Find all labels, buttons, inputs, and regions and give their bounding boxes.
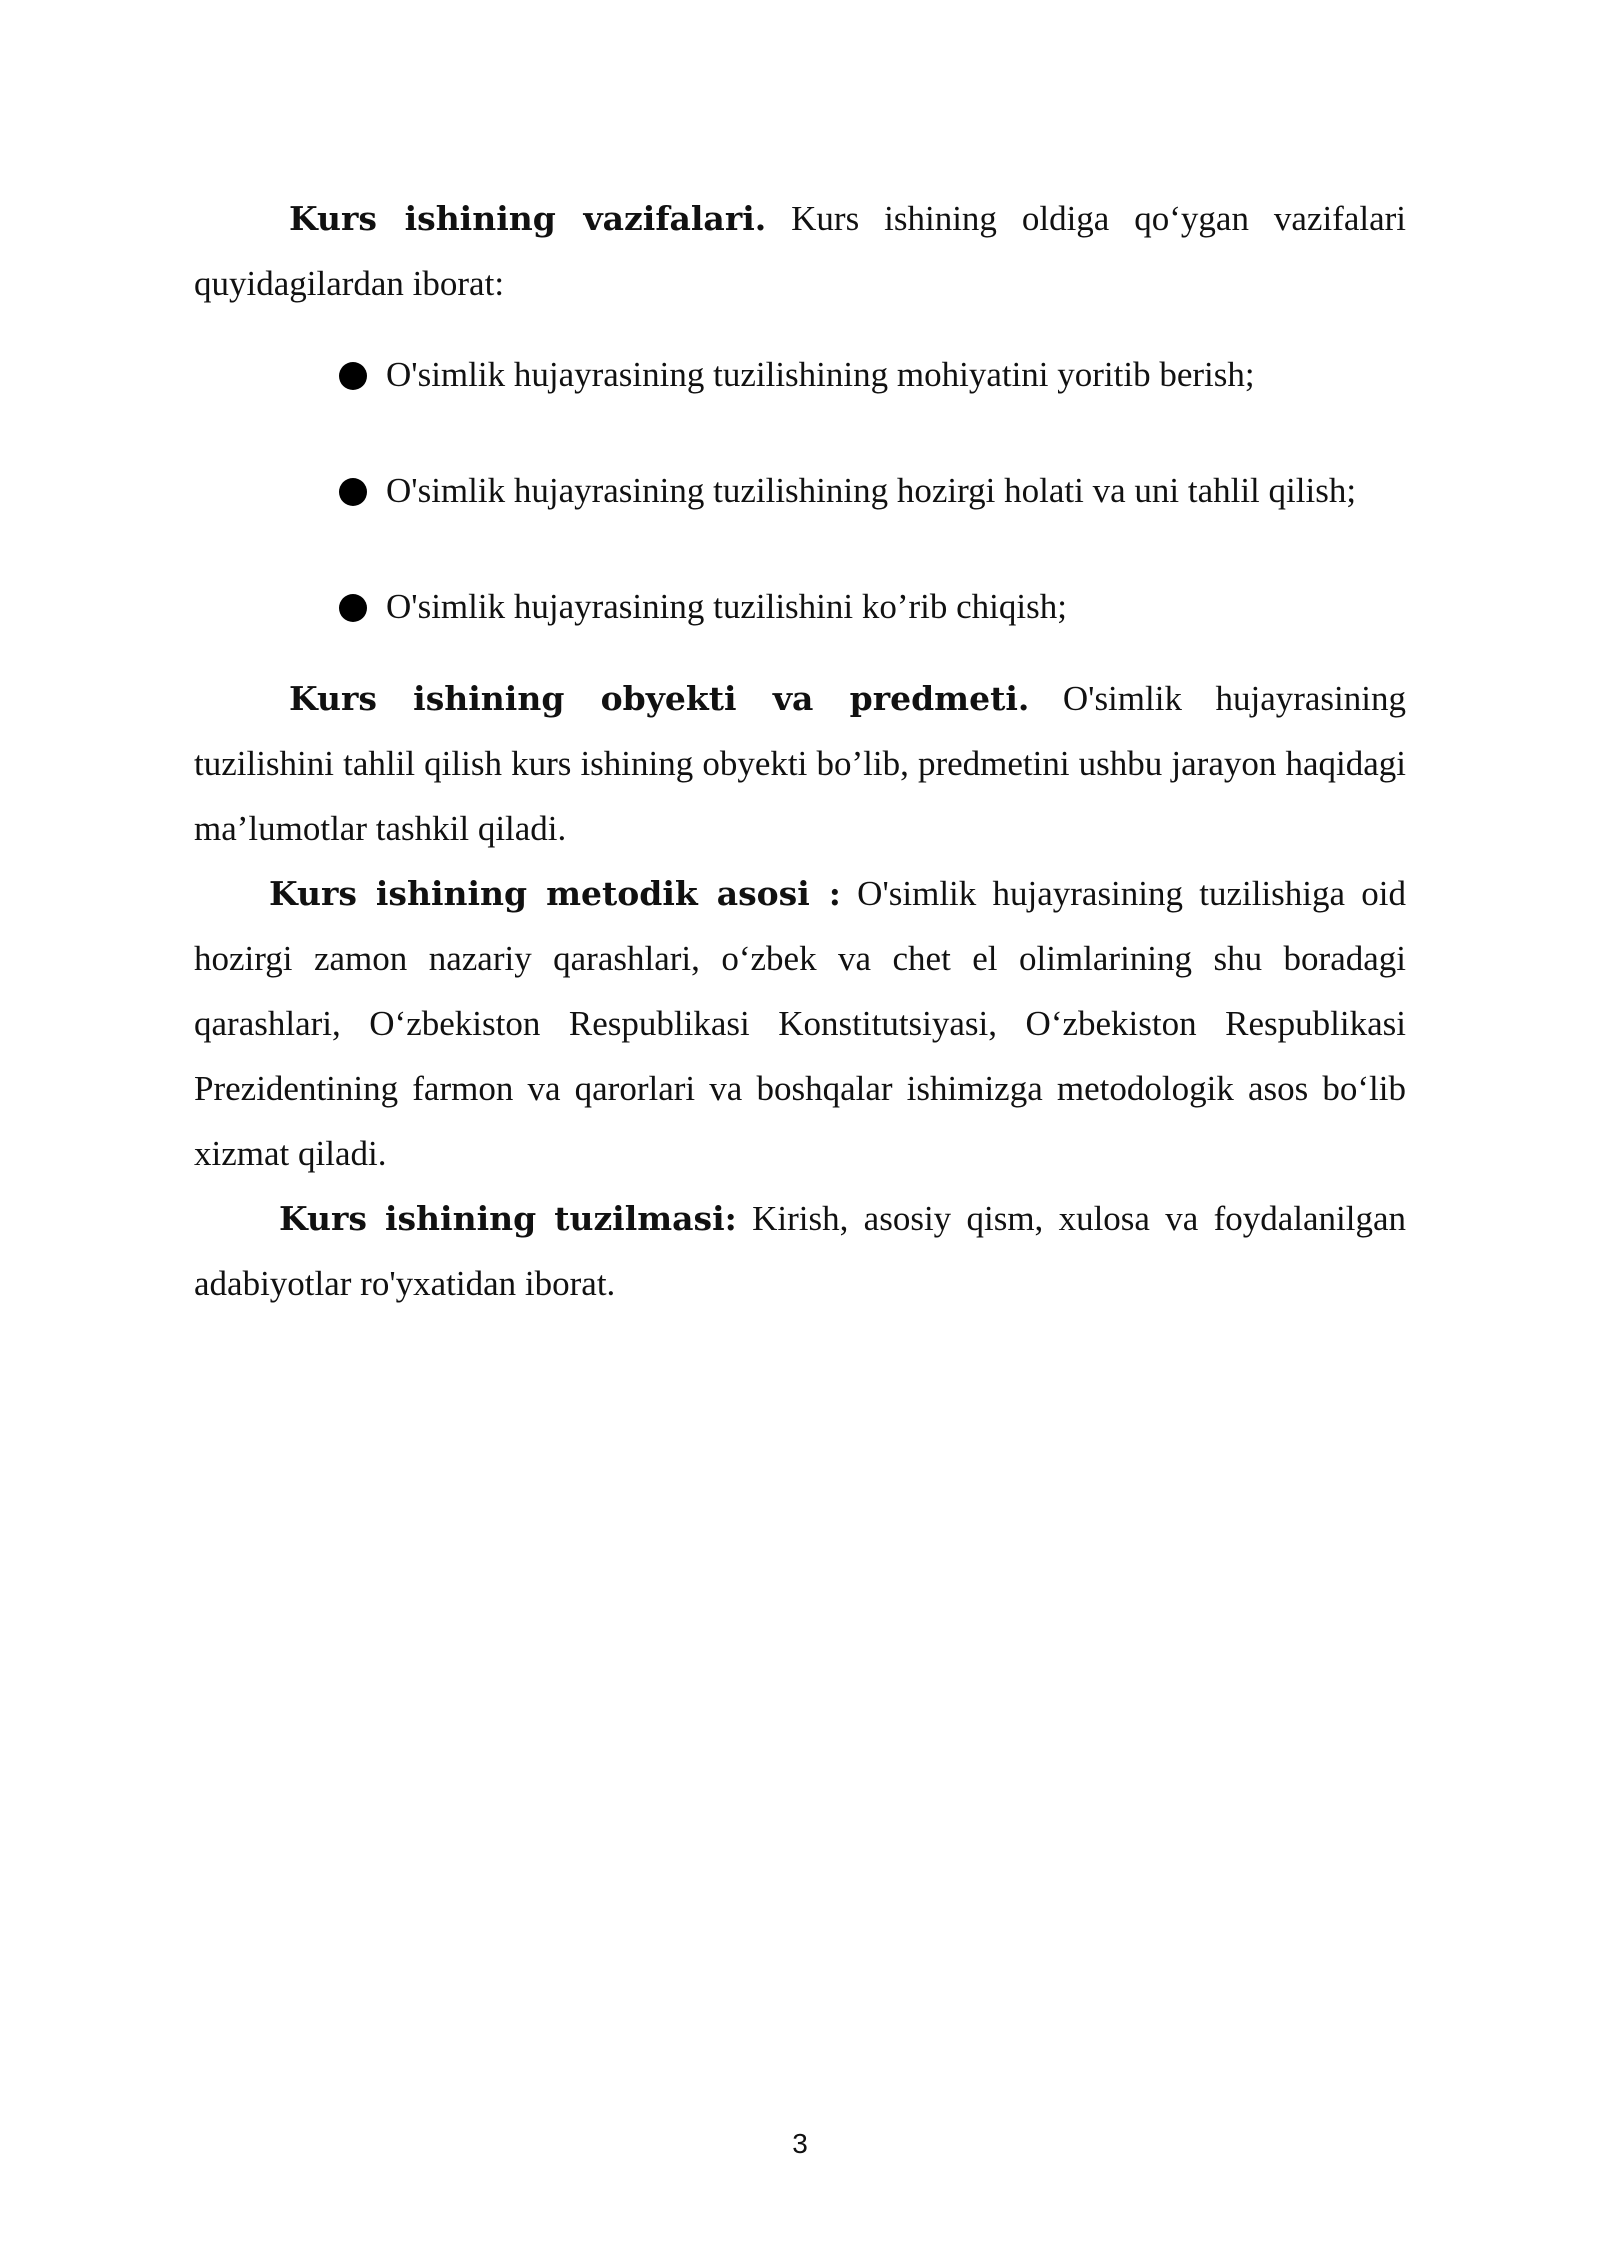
bullet-dot-icon — [339, 362, 367, 390]
object-heading: Kurs ishining obyekti va predmeti. — [289, 679, 1030, 718]
list-item-text: O'simlik hujayrasining tuzilishining mohiyatini yoritib berish; — [386, 355, 1255, 394]
paragraph-method — [194, 861, 1406, 1186]
paragraph-object — [194, 666, 1406, 861]
method-text: O'simlik hujayrasining tuzilishiga oid hozirgi zamon nazariy qarashlari, o‘zbek va chet el olimlarining shu boradagi qarashlari, O‘zbekiston Respublikasi Konstitutsiyasi, O‘zbekiston Respublikasi Prezidentining farmon va qarorlari va boshqalar ishimizga metodologik asos bo‘lib xizmat qiladi. — [194, 874, 1406, 1173]
list-item — [194, 336, 1406, 414]
list-item — [194, 568, 1406, 646]
bullet-dot-icon — [339, 594, 367, 622]
tasks-heading: Kurs ishining vazifalari. — [289, 199, 767, 238]
list-item-text: O'simlik hujayrasining tuzilishining hozirgi holati va uni tahlil qilish; — [386, 471, 1357, 510]
tasks-text: Kurs ishining oldiga qo‘ygan vazifalari quyidagilardan iborat: — [194, 199, 1407, 303]
paragraph-tasks — [194, 186, 1406, 316]
structure-text: Kirish, asosiy qism, xulosa va foydalanilgan adabiyotlar ro'yxatidan iborat. — [194, 1199, 1406, 1303]
paragraph-structure — [194, 1186, 1406, 1316]
page-content — [194, 186, 1406, 1316]
object-text: O'simlik hujayrasining tuzilishini tahlil qilish kurs ishining obyekti bo’lib, predmetini ushbu jarayon haqidagi ma’lumotlar tashkil qiladi. — [194, 679, 1406, 848]
bullet-dot-icon — [339, 478, 367, 506]
method-heading: Kurs ishining metodik asosi : — [269, 874, 841, 913]
tasks-list — [194, 336, 1406, 646]
list-item — [194, 452, 1406, 530]
page-number: 3 — [792, 2128, 808, 2159]
list-item-text: O'simlik hujayrasining tuzilishini ko’rib chiqish; — [386, 587, 1067, 626]
structure-heading: Kurs ishining tuzilmasi: — [279, 1199, 737, 1238]
